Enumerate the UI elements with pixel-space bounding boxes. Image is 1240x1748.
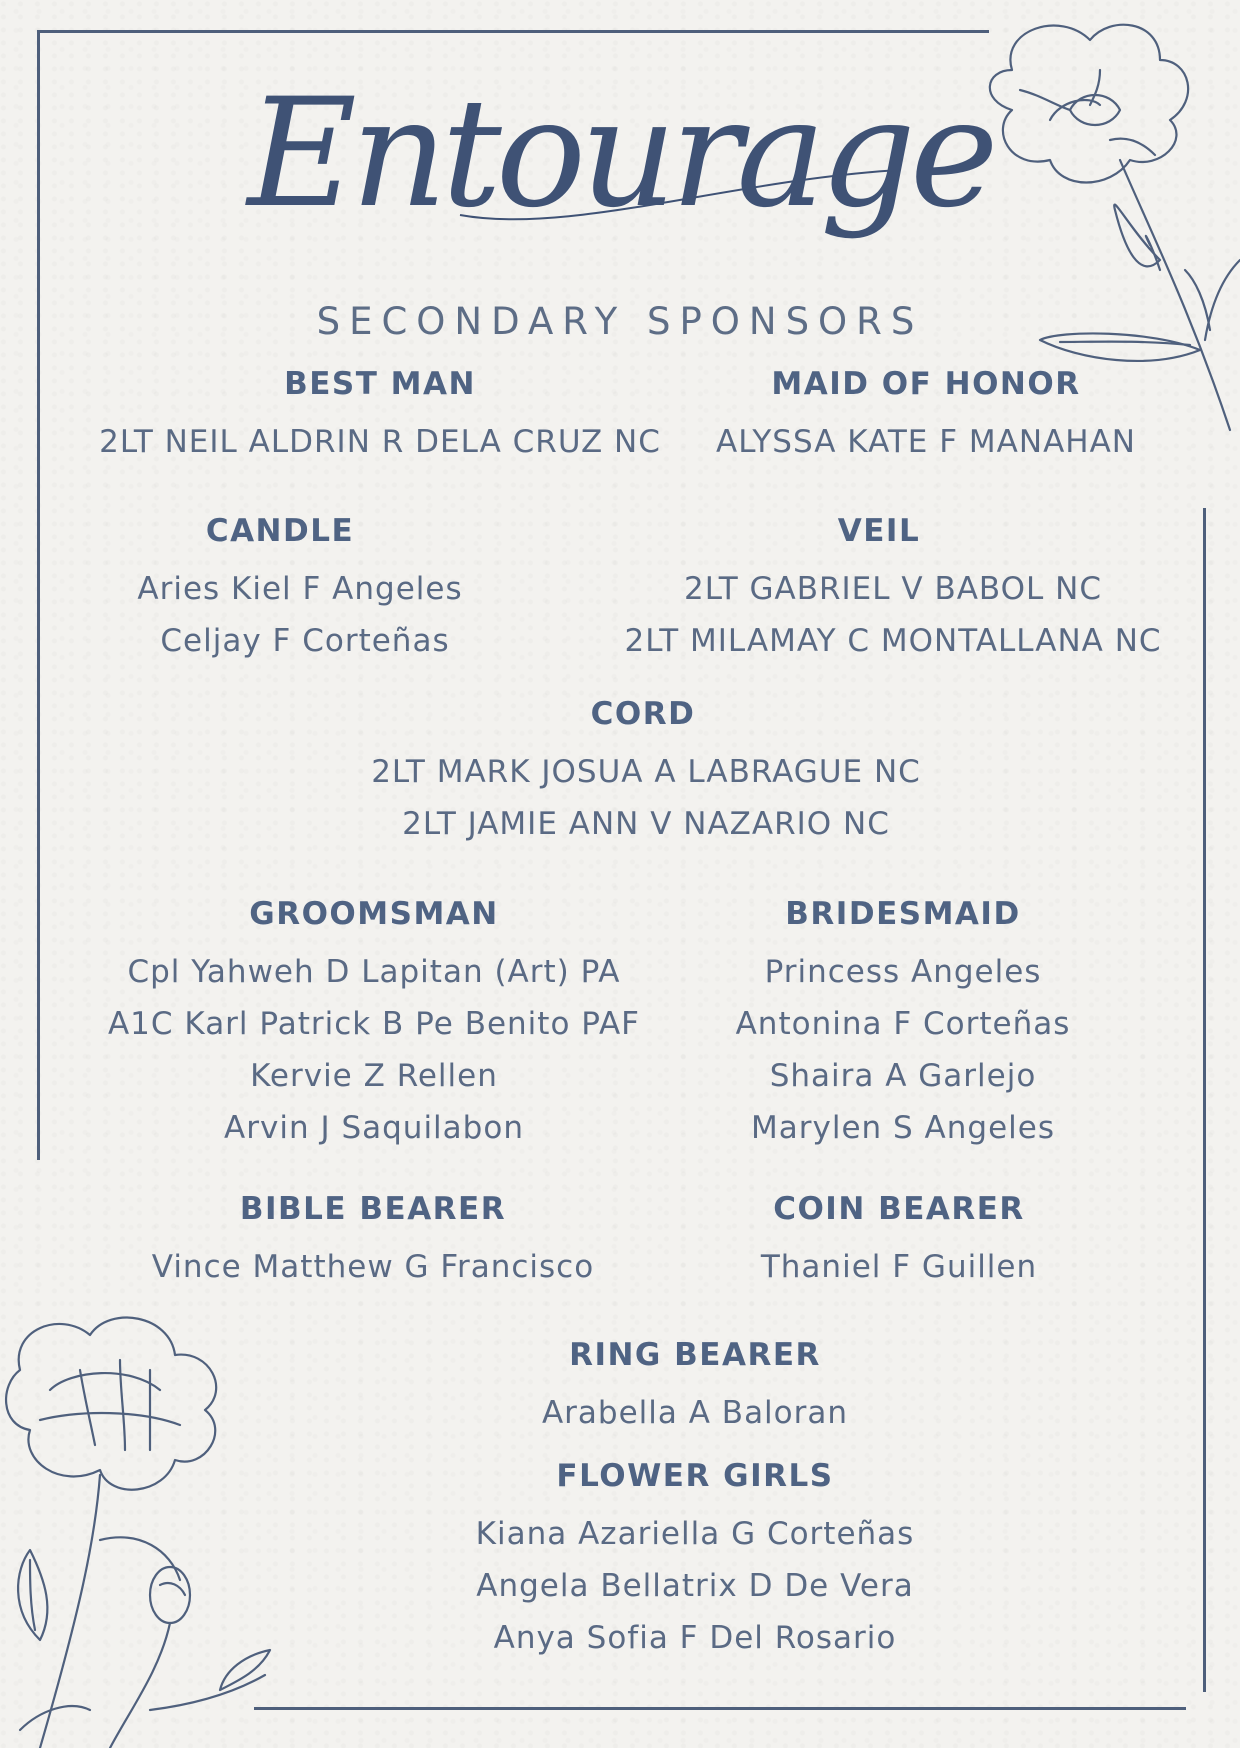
frame-right-line [1203, 508, 1206, 1692]
role-heading: RING BEARER [569, 1337, 821, 1373]
name: Marylen S Angeles [751, 1110, 1055, 1146]
name: Arvin J Saquilabon [224, 1110, 524, 1146]
subtitle: SECONDARY SPONSORS [316, 300, 924, 343]
name: Kervie Z Rellen [250, 1058, 498, 1094]
frame-bottom-line [254, 1707, 1186, 1710]
role-heading: FLOWER GIRLS [556, 1458, 834, 1494]
name: Thaniel F Guillen [760, 1249, 1038, 1285]
name: 2LT NEIL ALDRIN R DELA CRUZ NC [99, 424, 661, 460]
role-heading: GROOMSMAN [249, 896, 499, 932]
role-bridesmaid [736, 896, 1071, 1154]
name: Angela Bellatrix D De Vera [476, 1568, 914, 1604]
role-heading: CORD [590, 696, 696, 732]
title-text: Entourage [247, 67, 993, 241]
role-heading: BEST MAN [284, 366, 476, 402]
role-heading: BRIDESMAID [785, 896, 1021, 932]
name: Arabella A Baloran [541, 1395, 849, 1431]
role-heading: COIN BEARER [773, 1191, 1025, 1227]
role-heading: MAID OF HONOR [771, 366, 1081, 402]
title-script [247, 30, 993, 290]
name: 2LT GABRIEL V BABOL NC [683, 571, 1103, 607]
name: Celjay F Corteñas [160, 623, 450, 659]
name: Kiana Azariella G Corteñas [475, 1516, 915, 1552]
name: ALYSSA KATE F MANAHAN [716, 424, 1136, 460]
role-heading: BIBLE BEARER [239, 1191, 507, 1227]
flower-bottom-left-icon [0, 1310, 280, 1748]
name: 2LT JAMIE ANN V NAZARIO NC [402, 806, 890, 842]
role-ring-bearer [542, 1337, 848, 1439]
name: Antonina F Corteñas [735, 1006, 1071, 1042]
name: Anya Sofia F Del Rosario [493, 1620, 897, 1656]
role-flower-girls [476, 1458, 915, 1664]
role-candle [137, 513, 462, 667]
name: 2LT MILAMAY C MONTALLANA NC [624, 623, 1162, 659]
role-best-man [99, 366, 661, 468]
name: Vince Matthew G Francisco [151, 1249, 595, 1285]
name: A1C Karl Patrick B Pe Benito PAF [107, 1006, 641, 1042]
name: Cpl Yahweh D Lapitan (Art) PA [127, 954, 621, 990]
name: Princess Angeles [764, 954, 1042, 990]
flower-top-right-icon [960, 10, 1240, 450]
name: Shaira A Garlejo [769, 1058, 1037, 1094]
role-cord [371, 696, 921, 850]
role-veil [624, 513, 1161, 667]
role-groomsman [108, 896, 640, 1154]
role-heading: VEIL [837, 513, 921, 549]
role-bible-bearer [152, 1191, 594, 1293]
role-heading: CANDLE [205, 513, 355, 549]
name: Aries Kiel F Angeles [137, 571, 463, 607]
name: 2LT MARK JOSUA A LABRAGUE NC [371, 754, 921, 790]
role-coin-bearer [761, 1191, 1037, 1293]
